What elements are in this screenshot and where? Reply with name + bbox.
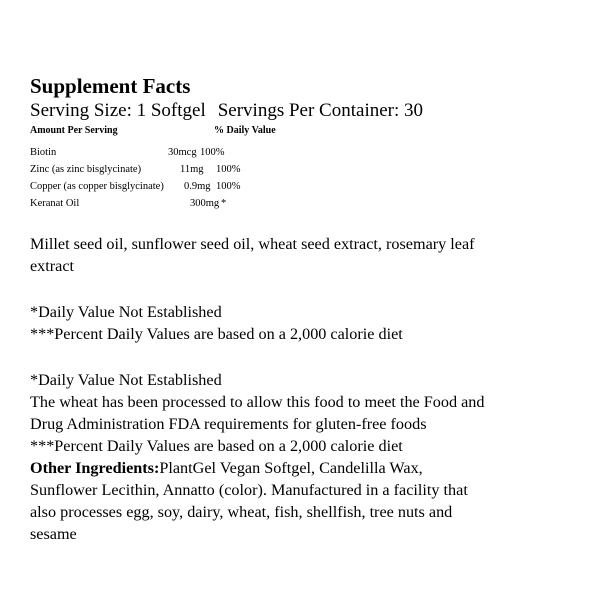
header-daily-value: % Daily Value bbox=[214, 125, 276, 136]
text-line: The wheat has been processed to allow this food to meet the Food and bbox=[30, 393, 485, 411]
nutrient-daily-value: 100% bbox=[200, 147, 225, 158]
notes-and-other-ingredients bbox=[30, 369, 578, 545]
serving-info bbox=[30, 100, 423, 122]
nutrient-row-biotin bbox=[30, 144, 350, 161]
daily-value-notes bbox=[30, 301, 578, 345]
nutrient-name: Copper (as copper bisglycinate) bbox=[30, 181, 164, 192]
text-line: extract bbox=[30, 257, 75, 275]
nutrient-row-copper bbox=[30, 178, 350, 195]
ingredients-paragraph bbox=[30, 233, 578, 277]
nutrient-daily-value: * bbox=[221, 198, 227, 209]
text-line: ***Percent Daily Values are based on a 2,000 calorie diet bbox=[30, 437, 403, 455]
nutrient-amount: 300mg bbox=[190, 198, 220, 209]
other-ingredients-label: Other Ingredients: bbox=[30, 459, 160, 477]
nutrient-table bbox=[30, 144, 350, 212]
header-amount-per-serving: Amount Per Serving bbox=[30, 125, 118, 136]
text-line: Sunflower Lecithin, Annatto (color). Manufactured in a facility that bbox=[30, 481, 468, 499]
text-line: ***Percent Daily Values are based on a 2,000 calorie diet bbox=[30, 325, 403, 343]
servings-per-container: Servings Per Container: 30 bbox=[217, 100, 424, 121]
serving-size: Serving Size: 1 Softgel bbox=[30, 100, 206, 121]
other-ingredients-line bbox=[30, 457, 578, 479]
other-ingredients-text: PlantGel Vegan Softgel, Candelilla Wax, bbox=[159, 459, 423, 477]
nutrient-daily-value: 100% bbox=[216, 164, 241, 175]
nutrient-amount: 0.9mg bbox=[184, 181, 211, 192]
nutrient-table-header bbox=[30, 124, 330, 138]
text-line: Drug Administration FDA requirements for gluten-free foods bbox=[30, 415, 427, 433]
nutrient-row-keranat-oil bbox=[30, 195, 350, 212]
text-line: *Daily Value Not Established bbox=[30, 371, 222, 389]
page-title: Supplement Facts bbox=[30, 74, 191, 98]
nutrient-amount: 30mcg bbox=[168, 147, 197, 158]
nutrient-name: Biotin bbox=[30, 147, 57, 158]
text-line: sesame bbox=[30, 525, 77, 543]
nutrient-name: Keranat Oil bbox=[30, 198, 80, 209]
text-line: also processes egg, soy, dairy, wheat, fish, shellfish, tree nuts and bbox=[30, 503, 453, 521]
text-line: *Daily Value Not Established bbox=[30, 303, 222, 321]
nutrient-row-zinc bbox=[30, 161, 350, 178]
text-line: Millet seed oil, sunflower seed oil, wheat seed extract, rosemary leaf bbox=[30, 235, 475, 253]
nutrient-daily-value: 100% bbox=[216, 181, 241, 192]
nutrient-amount: 11mg bbox=[180, 164, 204, 175]
nutrient-name: Zinc (as zinc bisglycinate) bbox=[30, 164, 142, 175]
